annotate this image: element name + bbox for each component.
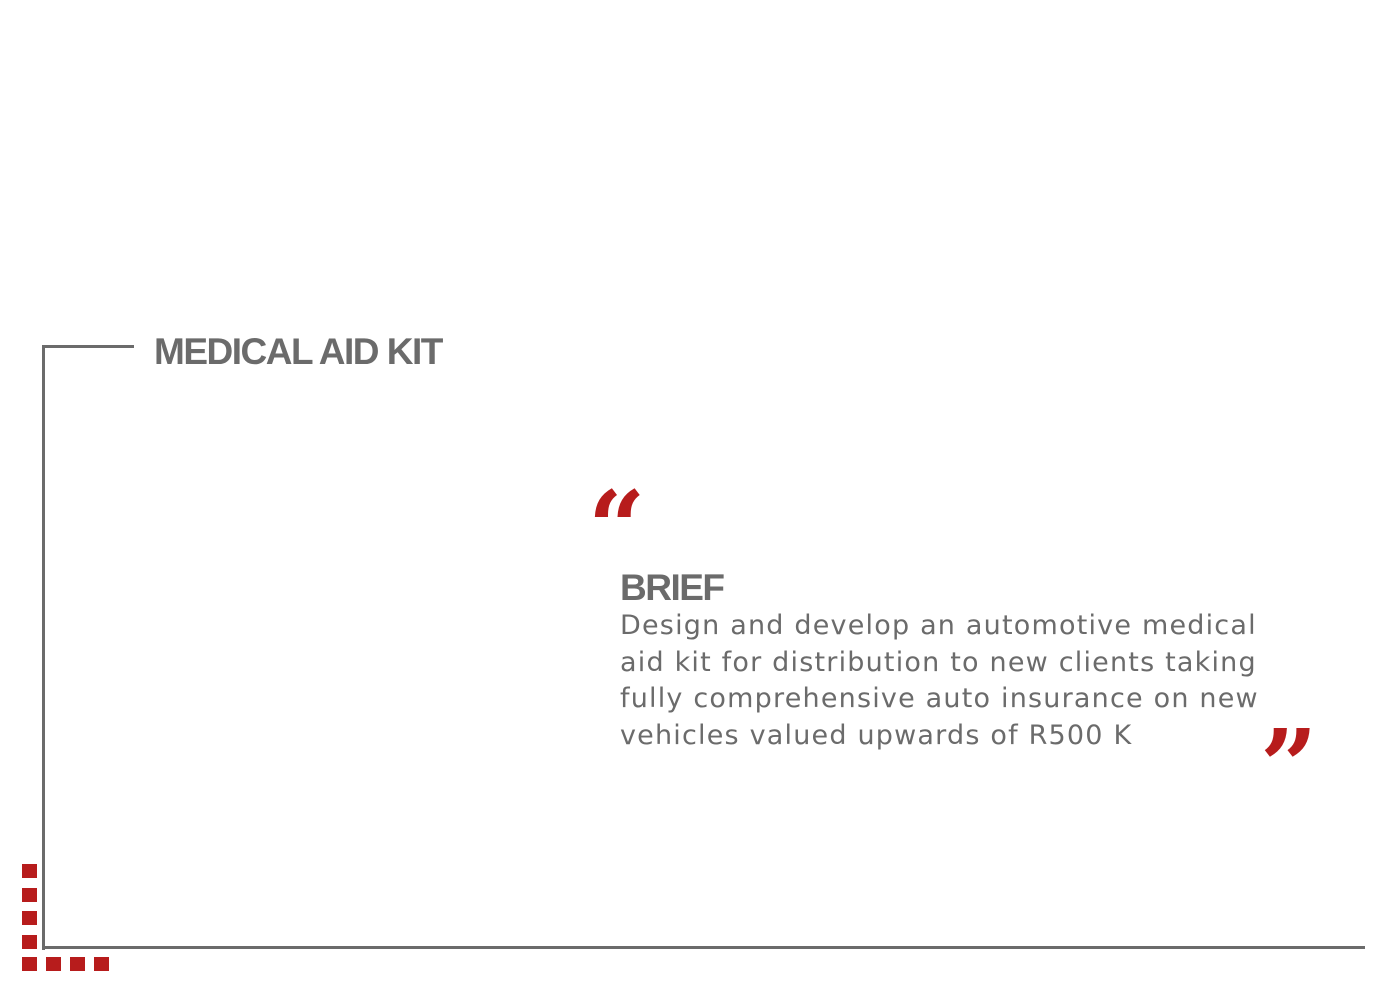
close-quote-mark: ” <box>1260 707 1318 825</box>
decorative-square <box>94 957 109 971</box>
brief-text <box>620 608 1350 754</box>
brief-line: vehicles valued upwards of R500 K <box>620 719 1133 751</box>
decorative-square <box>22 957 37 971</box>
decorative-square <box>70 957 85 971</box>
decorative-square <box>46 957 61 971</box>
decorative-square <box>22 935 37 949</box>
frame-left-line <box>42 345 45 950</box>
open-quote-mark: “ <box>588 469 646 587</box>
frame-bottom-line <box>42 946 1365 949</box>
decorative-square <box>22 911 37 925</box>
brief-line: fully comprehensive auto insurance on new <box>620 683 1259 714</box>
page-title: MEDICAL AID KIT <box>154 331 442 372</box>
decorative-square <box>22 888 37 902</box>
brief-heading: BRIEF <box>620 567 724 608</box>
frame-top-line <box>42 345 134 348</box>
decorative-square <box>22 864 37 878</box>
brief-line: Design and develop an automotive medical <box>620 610 1257 641</box>
brief-line: aid kit for distribution to new clients taking <box>620 646 1257 678</box>
